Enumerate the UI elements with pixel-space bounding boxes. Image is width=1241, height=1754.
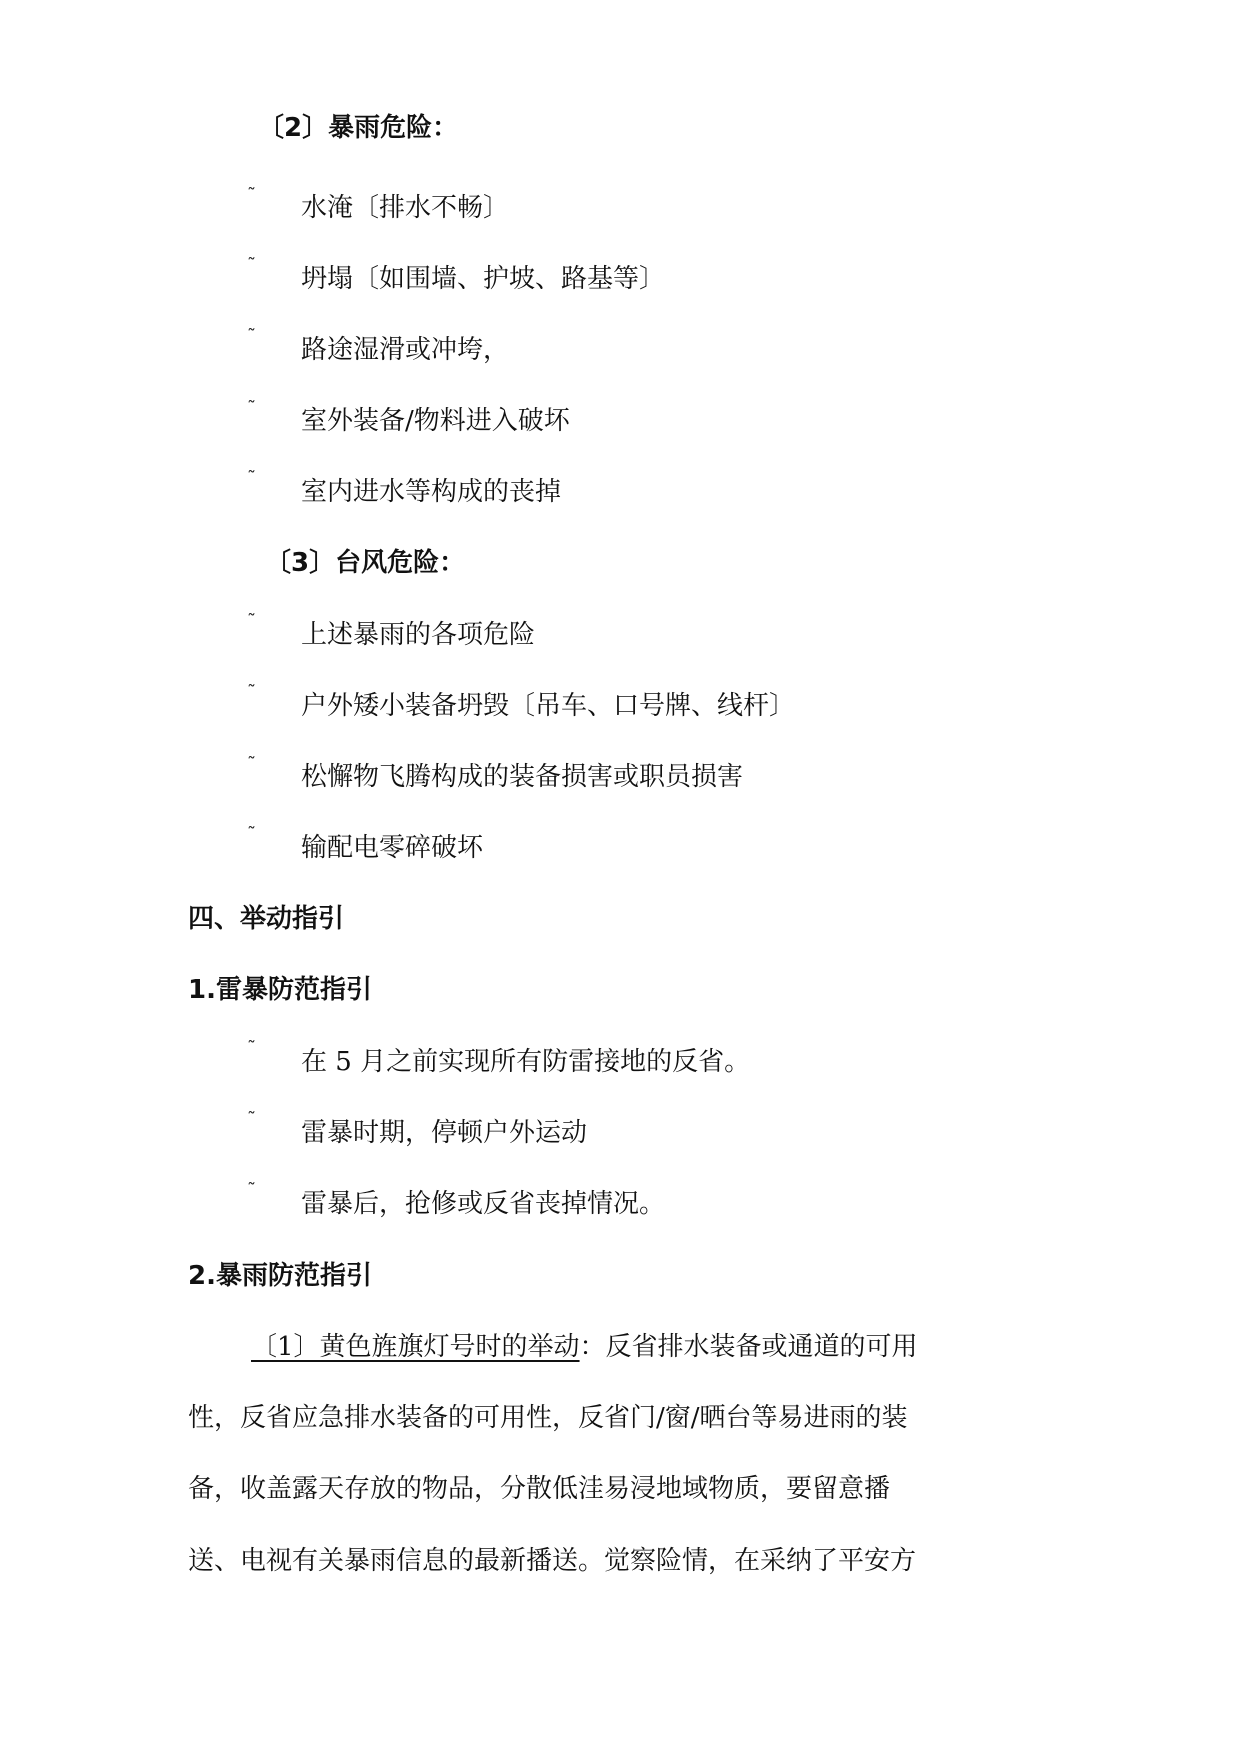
rainstorm-item: 水淹〔排水不畅〕 xyxy=(301,193,510,223)
rain-guide-title: 2.暴雨防范指引 xyxy=(188,1261,372,1291)
paragraph-text: ：反省排水装备或通道的可用 xyxy=(579,1332,918,1362)
bullet-icon: ˜ xyxy=(247,468,256,489)
rainstorm-risk-heading: 〔2〕暴雨危险： xyxy=(258,113,459,143)
bullet-icon: ˜ xyxy=(247,185,256,206)
bullet-icon: ˜ xyxy=(247,824,256,845)
thunder-item: 在 5 月之前实现所有防雷接地的反省。 xyxy=(301,1047,751,1077)
rainstorm-item: 路途湿滑或冲垮， xyxy=(301,335,510,365)
typhoon-item: 松懈物飞腾构成的装备损害或职员损害 xyxy=(301,762,744,792)
bullet-icon: ˜ xyxy=(247,1180,256,1201)
rain-paragraph-line-2: 性，反省应急排水装备的可用性，反省门/窗/晒台等易进雨的装 xyxy=(188,1403,908,1433)
bullet-icon: ˜ xyxy=(247,1038,256,1059)
bullet-icon: ˜ xyxy=(247,1109,256,1130)
typhoon-item: 上述暴雨的各项危险 xyxy=(301,620,536,650)
bullet-icon: ˜ xyxy=(247,682,256,703)
typhoon-item: 户外矮小装备坍毁〔吊车、口号牌、线杆〕 xyxy=(301,691,796,721)
yellow-signal-label: 〔1〕黄色旌旗灯号时的举动 xyxy=(251,1332,580,1362)
bullet-icon: ˜ xyxy=(247,754,256,775)
thunder-item: 雷暴时期，停顿户外运动 xyxy=(301,1118,588,1148)
typhoon-item: 输配电零碎破坏 xyxy=(301,833,484,863)
rainstorm-item: 室内进水等构成的丧掉 xyxy=(301,477,562,507)
bullet-icon: ˜ xyxy=(247,326,256,347)
typhoon-risk-heading: 〔3〕台风危险： xyxy=(265,548,466,578)
rainstorm-item: 坍塌〔如围墙、护坡、路基等〕 xyxy=(301,264,666,294)
bullet-icon: ˜ xyxy=(247,611,256,632)
bullet-icon: ˜ xyxy=(247,398,256,419)
rain-paragraph-line-3: 备，收盖露天存放的物品，分散低洼易浸地域物质，要留意播 xyxy=(188,1474,891,1504)
section-4-title: 四、举动指引 xyxy=(188,904,345,934)
rain-paragraph-line-1 xyxy=(251,1329,1036,1365)
thunder-guide-title: 1.雷暴防范指引 xyxy=(188,975,372,1005)
bullet-icon: ˜ xyxy=(247,255,256,276)
rainstorm-item: 室外装备/物料进入破坏 xyxy=(301,406,570,436)
thunder-item: 雷暴后，抢修或反省丧掉情况。 xyxy=(301,1189,666,1219)
rain-paragraph-line-4: 送、电视有关暴雨信息的最新播送。觉察险情，在采纳了平安方 xyxy=(188,1546,917,1576)
